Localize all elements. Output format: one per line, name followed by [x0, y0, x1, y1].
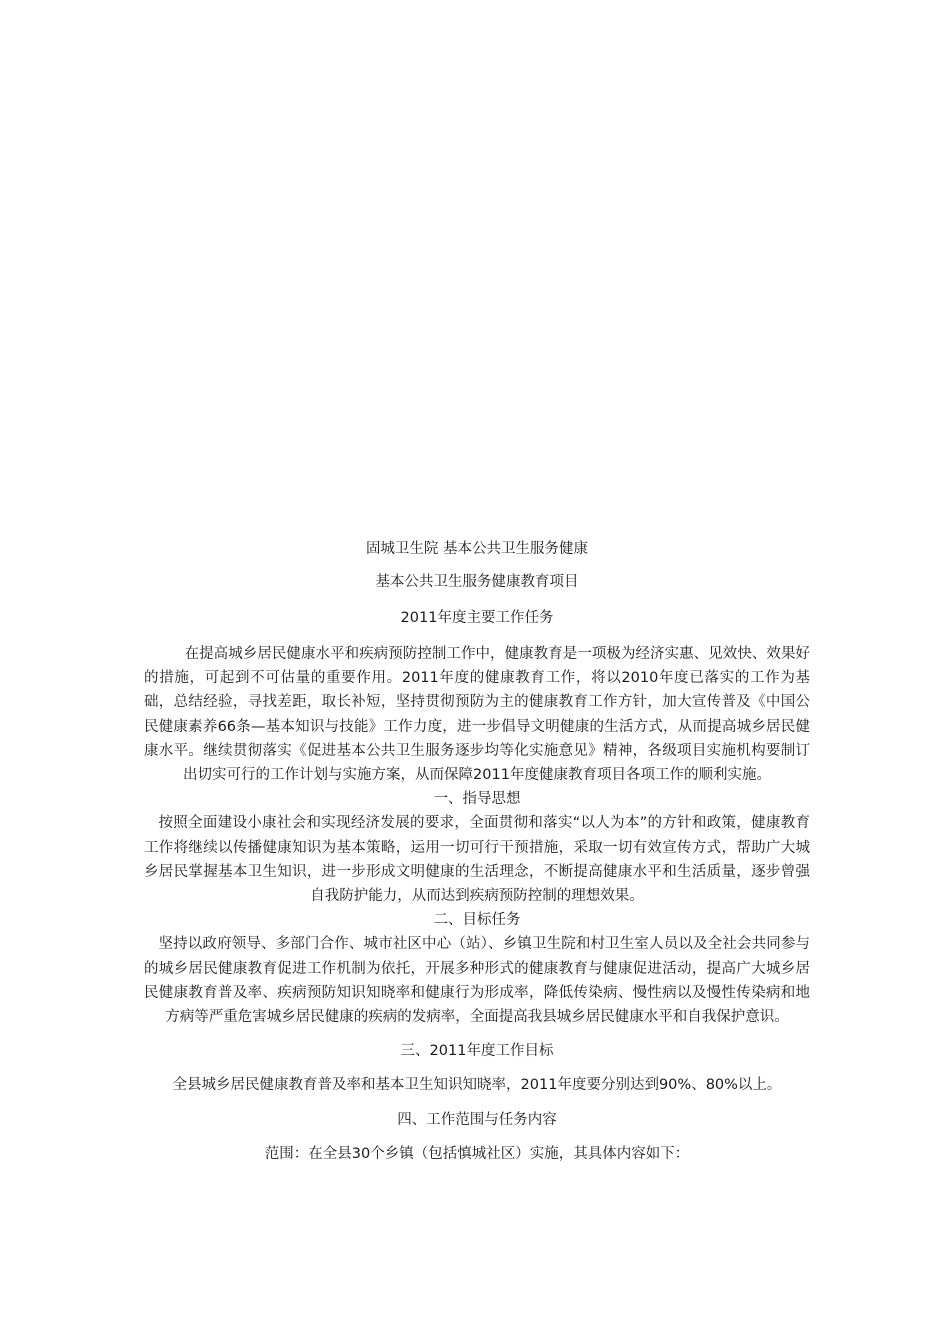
- section1-paragraph: 按照全面建设小康社会和实现经济发展的要求，全面贯彻和落实“以人为本”的方针和政策，健康教育工作将继续以传播健康知识为基本策略，运用一切可行干预措施，采取一切有效宣传方式，帮助广大城乡居民掌握基本卫生知识，进一步形成文明健康的生活理念，不断提高健康水平和生活质量，逐步曾强自我防护能力，从而达到疾病预防控制的理想效果。: [144, 815, 810, 905]
- section3-heading: 三、2011年度工作目标: [400, 1043, 554, 1060]
- document-title-line3: 2011年度主要工作任务: [400, 610, 554, 626]
- section4-paragraph: 范围：在全县30个乡镇（包括慎城社区）实施，其具体内容如下：: [264, 1145, 690, 1162]
- document-title-line2: 基本公共卫生服务健康教育项目: [375, 574, 579, 590]
- document-title-line1: 固城卫生院 基本公共卫生服务健康: [365, 541, 589, 557]
- section4-heading: 四、工作范围与任务内容: [397, 1111, 557, 1128]
- section3-paragraph: 全县城乡居民健康教育普及率和基本卫生知识知晓率，2011年度要分别达到90%、80%以上。: [172, 1077, 782, 1094]
- section2-paragraph: 坚持以政府领导、多部门合作、城市社区中心（站）、乡镇卫生院和村卫生室人员以及全社会共同参与的城乡居民健康教育促进工作机制为依托，开展多种形式的健康教育与健康促进活动，提高广大城乡居民健康教育普及率、疾病预防知识知晓率和健康行为形成率，降低传染病、慢性病以及慢性传染病和地方病等严重危害城乡居民健康的疾病的发病率，全面提高我县城乡居民健康水平和自我保护意识。: [144, 936, 810, 1026]
- document-body: [144, 534, 810, 1166]
- section1-heading: 一、指导思想: [433, 791, 521, 808]
- section2-heading: 二、目标任务: [433, 912, 521, 929]
- intro-paragraph: 在提高城乡居民健康水平和疾病预防控制工作中，健康教育是一项极为经济实惠、见效快、效果好的措施，可起到不可估量的重要作用。2011年度的健康教育工作，将以2010年度已落实的工作为基础，总结经验，寻找差距，取长补短，坚持贯彻预防为主的健康教育工作方针，加大宣传普及《中国公民健康素养66条—基本知识与技能》工作力度，进一步倡导文明健康的生活方式，从而提高城乡居民健康水平。继续贯彻落实《促进基本公共卫生服务逐步均等化实施意见》精神，各级项目实施机构要制订出切实可行的工作计划与实施方案，从而保障2011年度健康教育项目各项工作的顺利实施。: [144, 646, 810, 784]
